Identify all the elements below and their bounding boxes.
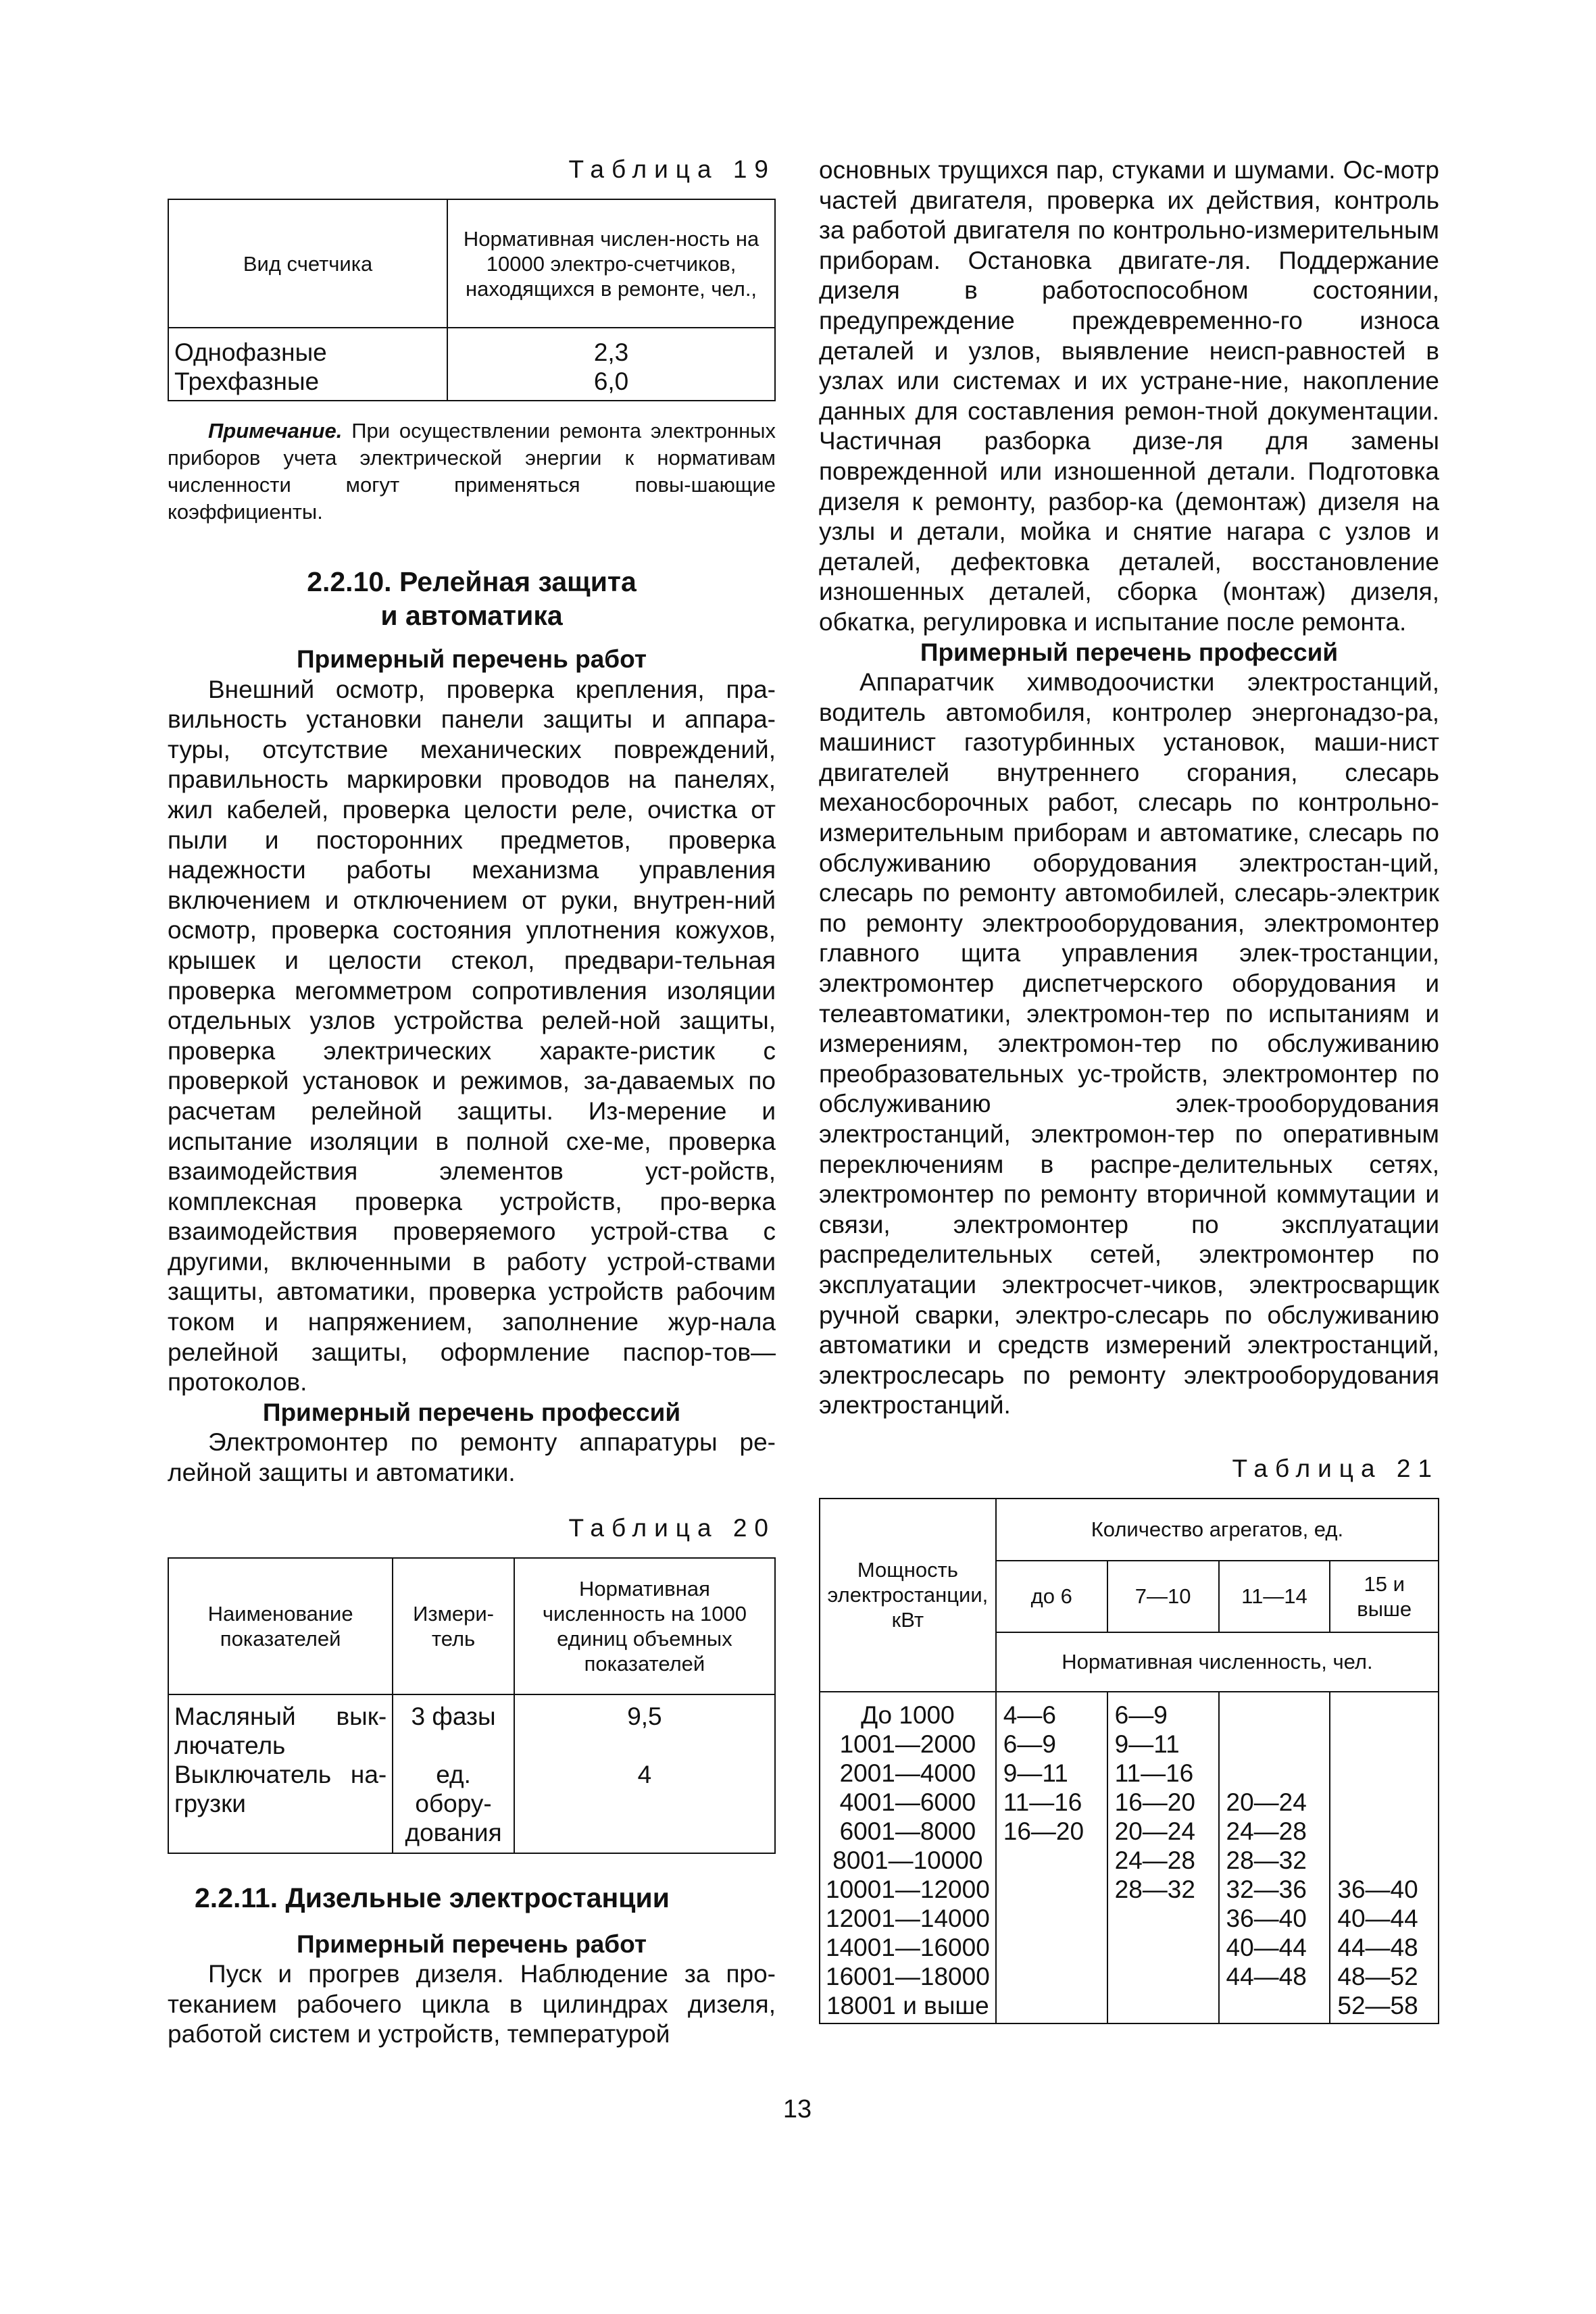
table-row	[168, 328, 775, 367]
table-21-subheader-4: 15 и выше	[1330, 1561, 1439, 1632]
table-21-value-cell	[1330, 1730, 1439, 1759]
table-21-subheader-1: до 6	[996, 1561, 1107, 1632]
left-column	[168, 155, 776, 2050]
profs-text-2-2-11: Аппаратчик химводоочистки электростанций, водитель автомобиля, контролер энергонадзо-ра, машинист газотурбинных установок, маши-нист двигателей внутреннего сгорания, слесарь механосборочных работ, слесарь по контрольно-измерительным приборам и автоматике, слесарь по обслуживанию оборудования электростан-ций, слесарь по ремонту автомобилей, слесарь-электрик по ремонту электрооборудования, электромонтер главного щита управления элек-тростанции, электромонтер диспетчерского оборудования и телеавтоматики, электромон-тер по испытаниям и измерениям, электромон-тер по обслуживанию преобразовательных ус-тройств, электромонтер по обслуживанию элек-трооборудования электростанций, электромон-тер по оперативным переключениям в распре-делительных сетях, электромонтер по ремонту вторичной коммутации и связи, электромонтер по эксплуатации распределительных сетей, электромонтер по эксплуатации электросчет-чиков, электросварщик ручной сварки, электро-слесарь по обслуживанию автоматики и средств измерений электростанций, электрослесарь по ремонту электрооборудования электростанций.	[819, 668, 1439, 1419]
table-21-value-cell	[1219, 1730, 1330, 1759]
table-row	[168, 1760, 775, 1853]
table-21-value-cell: 6—9	[1107, 1692, 1219, 1730]
table-21-value-cell	[1107, 1933, 1219, 1962]
note-text: При осуществлении ремонта электронных приборов учета электрической энергии к нормативам численности могут применяться повы-шающие коэффициенты.	[168, 419, 776, 524]
section-2-2-10-title-line2: и автоматика	[380, 600, 563, 631]
table-20-row1-name-l2: лючатель	[174, 1731, 286, 1759]
table-21-subheader-3: 11—14	[1219, 1561, 1330, 1632]
table-20	[168, 1557, 776, 1854]
table-21-value-cell	[1330, 1846, 1439, 1875]
table-19-col2-header: Нормативная числен-ность на 10000 электро-счетчиков, находящихся в ремонте, чел.,	[447, 199, 775, 328]
table-row	[820, 1933, 1439, 1962]
table-row	[820, 1817, 1439, 1846]
table-21-title: Таблица 21	[1232, 1454, 1439, 1482]
table-19-row1-value: 2,3	[447, 328, 775, 367]
table-21-value-cell	[1330, 1788, 1439, 1817]
table-21-value-cell: 4—6	[996, 1692, 1107, 1730]
table-21-value-cell	[996, 1991, 1107, 2023]
table-21-value-cell: 16—20	[1107, 1788, 1219, 1817]
table-21-value-cell: 20—24	[1219, 1788, 1330, 1817]
table-21-value-cell	[1107, 1991, 1219, 2023]
table-19-title: Таблица 19	[568, 155, 776, 183]
table-19-row1-name: Однофазные	[168, 328, 447, 367]
table-21-power-cell: 16001—18000	[820, 1962, 996, 1991]
table-21-value-cell: 24—28	[1219, 1817, 1330, 1846]
table-21-group-header: Количество агрегатов, ед.	[996, 1499, 1439, 1561]
table-20-row1-value: 9,5	[514, 1694, 775, 1760]
section-2-2-11-title: 2.2.11. Дизельные электростанции	[195, 1882, 670, 1913]
table-21-value-cell: 11—16	[996, 1788, 1107, 1817]
table-21-value-cell: 32—36	[1219, 1875, 1330, 1904]
table-20-row1-unit: 3 фазы	[393, 1694, 514, 1760]
table-21-value-cell	[996, 1933, 1107, 1962]
table-21-power-cell: 2001—4000	[820, 1759, 996, 1788]
note-label: Примечание.	[208, 419, 343, 443]
table-21-power-cell: 12001—14000	[820, 1904, 996, 1933]
table-21-value-cell	[1330, 1759, 1439, 1788]
works-text-2-2-11-left: Пуск и прогрев дизеля. Наблюдение за про-теканием рабочего цикла в цилиндрах дизеля, работой систем и устройств, температурой	[168, 1960, 776, 2048]
table-row	[820, 1904, 1439, 1933]
table-21-value-cell	[1107, 1904, 1219, 1933]
table-21-value-cell	[1107, 1962, 1219, 1991]
profs-text-2-2-10: Электромонтер по ремонту аппаратуры ре-лейной защиты и автоматики.	[168, 1428, 776, 1487]
table-21-power-cell: 6001—8000	[820, 1817, 996, 1846]
table-20-row2-unit-l3: дования	[405, 1818, 502, 1846]
table-20-header-name: Наименование показателей	[168, 1558, 393, 1694]
table-21-value-cell: 28—32	[1107, 1875, 1219, 1904]
table-21-value-cell	[1219, 1991, 1330, 2023]
table-21-value-cell: 40—44	[1330, 1904, 1439, 1933]
table-21-value-cell: 36—40	[1219, 1904, 1330, 1933]
table-19-col1-header: Вид счетчика	[168, 199, 447, 328]
works-heading-2-2-10: Примерный перечень работ	[297, 645, 647, 673]
table-20-row2-value: 4	[514, 1760, 775, 1853]
profs-heading-2-2-11: Примерный перечень профессий	[920, 638, 1339, 666]
table-20-header-norm: Нормативная численность на 1000 единиц объемных показателей	[514, 1558, 775, 1694]
table-row	[168, 367, 775, 401]
table-20-row2-unit-l1: ед.	[436, 1760, 471, 1788]
table-21-value-cell: 44—48	[1330, 1933, 1439, 1962]
profs-heading-2-2-10: Примерный перечень профессий	[262, 1398, 681, 1426]
table-21-value-cell	[996, 1846, 1107, 1875]
table-21-norm-header: Нормативная численность, чел.	[996, 1632, 1439, 1692]
table-21-power-header: Мощность электростанции, кВт	[820, 1499, 996, 1692]
section-2-2-10-title-line1: 2.2.10. Релейная защита	[307, 566, 637, 597]
table-21-value-cell: 11—16	[1107, 1759, 1219, 1788]
table-20-row2-name-l2: грузки	[174, 1789, 246, 1817]
table-20-title: Таблица 20	[568, 1513, 776, 1542]
table-row	[820, 1991, 1439, 2023]
table-21-value-cell: 52—58	[1330, 1991, 1439, 2023]
table-21-power-cell: 1001—2000	[820, 1730, 996, 1759]
table-21-value-cell	[1330, 1692, 1439, 1730]
table-row	[168, 1694, 775, 1760]
table-21-value-cell: 44—48	[1219, 1962, 1330, 1991]
table-19	[168, 199, 776, 401]
table-20-row2-name-l1: Выключатель на-	[174, 1760, 387, 1788]
table-21-value-cell: 28—32	[1219, 1846, 1330, 1875]
table-20-row1-name-l1: Масляный вык-	[174, 1702, 387, 1730]
table-21-value-cell: 24—28	[1107, 1846, 1219, 1875]
table-row	[820, 1846, 1439, 1875]
table-19-row2-value: 6,0	[447, 367, 775, 401]
table-21-subheader-2: 7—10	[1107, 1561, 1219, 1632]
table-21-value-cell: 36—40	[1330, 1875, 1439, 1904]
table-19-note	[168, 418, 776, 526]
table-21-value-cell: 40—44	[1219, 1933, 1330, 1962]
works-text-2-2-10: Внешний осмотр, проверка крепления, пра-вильность установки панели защиты и аппара-туры, отсутствие механических повреждений, правильность маркировки проводов на панелях, жил кабелей, проверка целости реле, очистка от пыли и посторонних предметов, проверка надежности работы механизма управления включением и отключением от руки, внутрен-ний осмотр, проверка состояния уплотнения кожухов, крышек и целости стекол, предвари-тельная проверка мегомметром сопротивления изоляции отдельных узлов устройства релей-ной защиты, проверка электрических характе-ристик с проверкой установок и режимов, за-даваемых по расчетам релейной защиты. Из-мерение и испытание изоляции в полной схе-ме, проверка взаимодействия элементов уст-ройств, комплексная проверка устройств, про-верка взаимодействия проверяемого устрой-ства с другими, включенными в работу устрой-ствами защиты, автоматики, проверка устройств рабочим током и напряжением, заполнение жур-нала релейной защиты, оформление паспор-тов—протоколов.	[168, 675, 776, 1397]
table-21-value-cell: 20—24	[1107, 1817, 1219, 1846]
table-row	[820, 1730, 1439, 1759]
table-21-power-cell: 14001—16000	[820, 1933, 996, 1962]
table-21-value-cell	[1219, 1692, 1330, 1730]
works-text-2-2-11-right: основных трущихся пар, стуками и шумами. Ос-мотр частей двигателя, проверка их действия, контроль за работой двигателя по контрольно-измерительным приборам. Остановка двигате-ля. Поддержание дизеля в работоспособном состоянии, предупреждение преждевременно-го износа деталей и узлов, выявление неисп-равностей в узлах или системах и их устране-ние, накопление данных для составления ремон-тной документации. Частичная разборка дизе-ля для замены поврежденной или изношенной детали. Подготовка дизеля к ремонту, разбор-ка (демонтаж) дизеля на узлы и детали, мойка и снятие нагара с узлов и деталей, дефектовка деталей, восстановление изношенных деталей, сборка (монтаж) дизеля, обкатка, регулировка и испытание после ремонта.	[819, 156, 1439, 636]
table-21-value-cell	[1330, 1817, 1439, 1846]
table-21-value-cell: 16—20	[996, 1817, 1107, 1846]
table-21-power-cell: 10001—12000	[820, 1875, 996, 1904]
table-row	[820, 1875, 1439, 1904]
table-21-power-cell: 4001—6000	[820, 1788, 996, 1817]
table-21	[819, 1498, 1439, 2024]
table-20-header-unit: Измери-тель	[393, 1558, 514, 1694]
table-row	[820, 1962, 1439, 1991]
table-row	[820, 1759, 1439, 1788]
table-row	[820, 1692, 1439, 1730]
table-21-value-cell: 9—11	[1107, 1730, 1219, 1759]
table-21-power-cell: До 1000	[820, 1692, 996, 1730]
right-column	[819, 155, 1439, 2024]
page-number: 13	[782, 2095, 812, 2123]
table-row	[820, 1788, 1439, 1817]
table-21-body	[820, 1692, 1439, 2023]
table-21-power-cell: 18001 и выше	[820, 1991, 996, 2023]
table-21-value-cell: 6—9	[996, 1730, 1107, 1759]
table-21-value-cell	[996, 1962, 1107, 1991]
table-21-value-cell	[996, 1904, 1107, 1933]
table-21-value-cell	[996, 1875, 1107, 1904]
table-20-row2-unit	[393, 1760, 514, 1853]
table-21-value-cell: 9—11	[996, 1759, 1107, 1788]
table-20-row2-unit-l2: обору-	[415, 1789, 492, 1817]
table-21-value-cell	[1219, 1759, 1330, 1788]
table-20-row1-name	[168, 1694, 393, 1760]
table-21-value-cell: 48—52	[1330, 1962, 1439, 1991]
table-19-row2-name: Трехфазные	[168, 367, 447, 401]
works-heading-2-2-11: Примерный перечень работ	[297, 1930, 647, 1958]
table-21-power-cell: 8001—10000	[820, 1846, 996, 1875]
table-20-row2-name	[168, 1760, 393, 1853]
